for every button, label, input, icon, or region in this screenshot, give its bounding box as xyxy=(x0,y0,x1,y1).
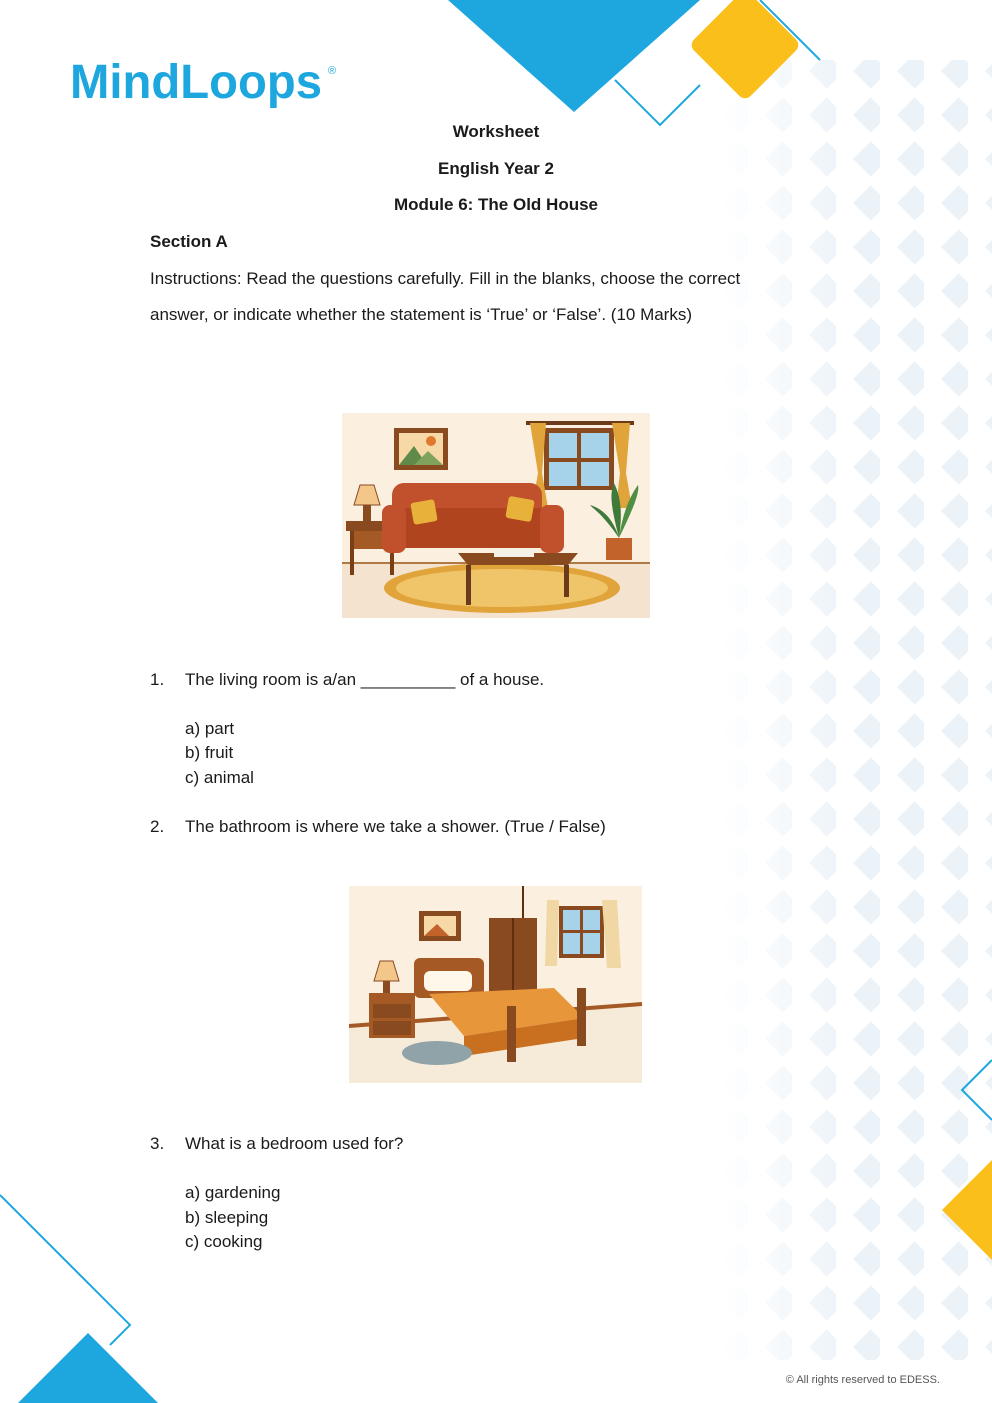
question-3-option-a: a) gardening xyxy=(185,1183,281,1202)
registered-mark: ® xyxy=(328,65,337,77)
question-3-number: 3. xyxy=(150,1134,165,1153)
logo-text: MindLoops xyxy=(70,56,322,109)
question-3-option-c: c) cooking xyxy=(185,1232,263,1251)
question-3-text: What is a bedroom used for? xyxy=(185,1134,404,1153)
copyright-footer: © All rights reserved to EDESS. xyxy=(785,1374,940,1386)
question-1-option-c: c) animal xyxy=(185,768,254,787)
question-1-text: The living room is a/an __________ of a house. xyxy=(185,670,545,689)
question-1-option-a: a) part xyxy=(185,719,235,738)
living-room-illustration xyxy=(342,413,650,618)
module-title: Module 6: The Old House xyxy=(393,195,598,214)
worksheet-title: Worksheet xyxy=(452,122,540,141)
bedroom-illustration xyxy=(349,886,642,1083)
question-1-option-b: b) fruit xyxy=(185,743,234,762)
question-1-number: 1. xyxy=(150,670,165,689)
instructions-line-1: Instructions: Read the questions carefully. Fill in the blanks, choose the correct xyxy=(150,269,741,288)
mindloops-logo xyxy=(70,52,345,114)
question-2-number: 2. xyxy=(150,817,165,836)
section-label: Section A xyxy=(150,232,228,251)
subject-title: English Year 2 xyxy=(438,159,554,178)
instructions-line-2: answer, or indicate whether the statement is ‘True’ or ‘False’. (10 Marks) xyxy=(150,305,693,324)
question-3-option-b: b) sleeping xyxy=(185,1208,269,1227)
question-2-text: The bathroom is where we take a shower. (True / False) xyxy=(185,817,606,836)
